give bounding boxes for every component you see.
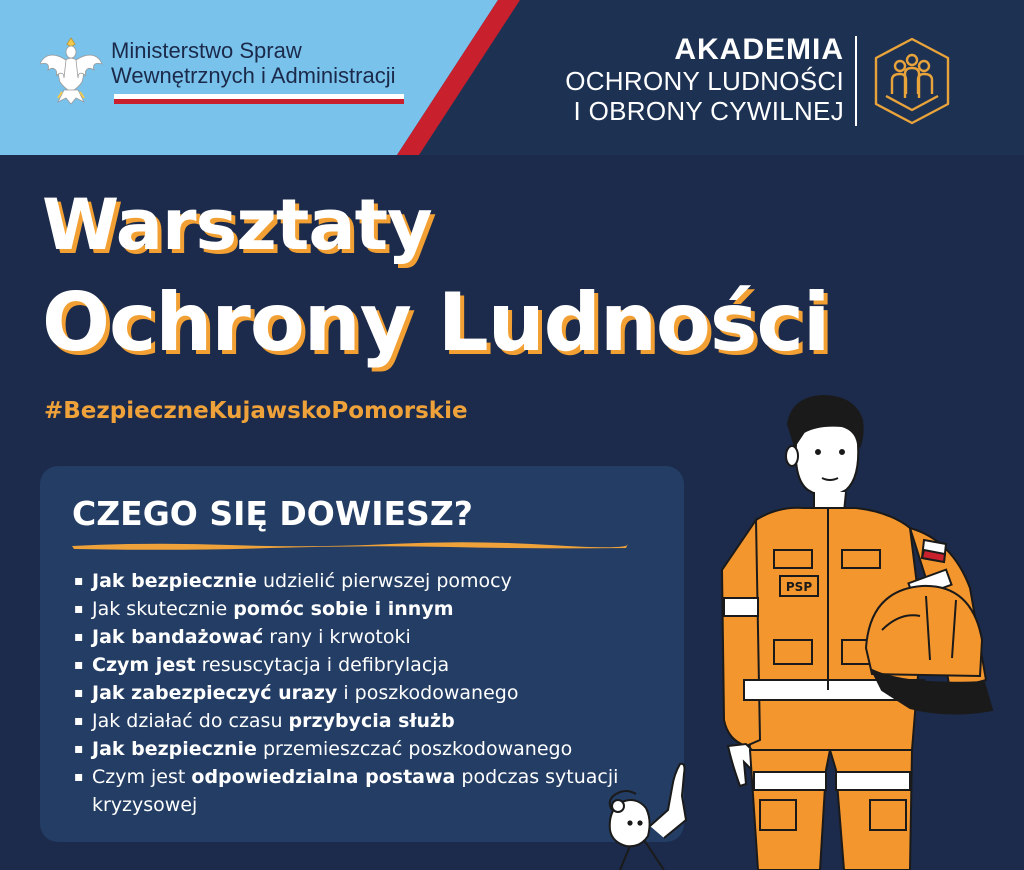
- ministry-line-2: Wewnętrznych i Administracji: [111, 63, 396, 88]
- firefighter-legs: [750, 750, 912, 870]
- title-line-1: Warsztaty: [42, 184, 432, 266]
- topic-bold-text: Jak bezpiecznie: [92, 570, 257, 592]
- brush-underline: [70, 539, 630, 551]
- topic-text: Czym jest: [92, 766, 192, 788]
- title-line-2: Ochrony Ludności: [42, 276, 830, 369]
- akademia-name: [565, 34, 844, 126]
- header-banner: [0, 0, 1024, 155]
- topic-bold-text: Czym jest: [92, 654, 196, 676]
- polish-flag-stripe: [114, 94, 404, 104]
- topic-text: Jak działać do czasu: [92, 710, 289, 732]
- topic-text: Jak skutecznie: [92, 598, 234, 620]
- topic-text: rany i krwotoki: [263, 626, 411, 648]
- firefighter-head: [786, 396, 863, 512]
- topic-bold-text: Jak bandażować: [92, 626, 264, 648]
- topic-bold-text: Jak zabezpieczyć urazy: [92, 682, 338, 704]
- akademia-line-3: I OBRONY CYWILNEJ: [573, 96, 844, 126]
- akademia-logo-icon: [872, 36, 952, 126]
- eagle-emblem-icon: [38, 34, 104, 106]
- ministry-name: [111, 38, 395, 88]
- firefighter-illustration: [560, 390, 1024, 870]
- akademia-title: AKADEMIA: [674, 33, 844, 66]
- hashtag: #BezpieczneKujawskoPomorskie: [44, 398, 468, 424]
- psp-badge: PSP: [785, 580, 813, 594]
- child-figure: [610, 764, 686, 870]
- topic-bold-text: pomóc sobie i innym: [233, 598, 454, 620]
- topic-bold-text: odpowiedzialna postawa: [191, 766, 456, 788]
- topic-text: i poszkodowanego: [337, 682, 519, 704]
- topic-text: przemieszczać poszkodowanego: [256, 738, 573, 760]
- akademia-line-2: OCHRONY LUDNOŚCI: [565, 66, 844, 96]
- topic-text: resuscytacja i defibrylacja: [195, 654, 450, 676]
- topic-text: podczas sytuacji kryzysowej: [92, 766, 619, 816]
- ministry-line-1: Ministerstwo Spraw: [111, 38, 302, 63]
- header-divider: [855, 36, 857, 126]
- topic-bold-text: przybycia służb: [288, 710, 455, 732]
- info-box-heading: CZEGO SIĘ DOWIESZ?: [72, 494, 473, 533]
- topic-bold-text: Jak bezpiecznie: [92, 738, 257, 760]
- topic-text: udzielić pierwszej pomocy: [256, 570, 512, 592]
